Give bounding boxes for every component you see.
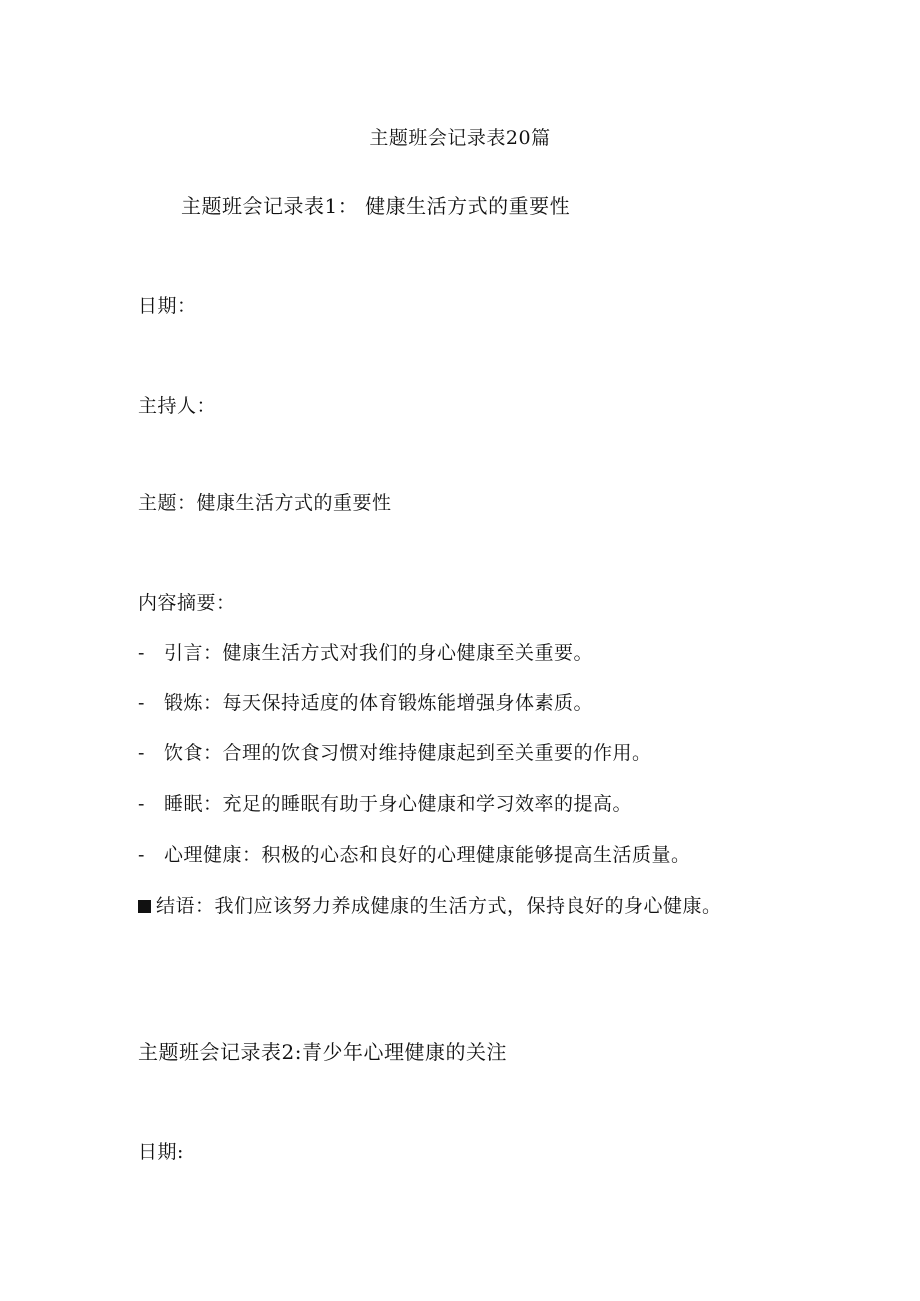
list-item-text: 引言：健康生活方式对我们的身心健康至关重要。: [164, 642, 594, 664]
record-1-summary-label: 内容摘要：: [138, 592, 236, 614]
bullet-dash: -: [138, 844, 145, 866]
record-1-host-label: 主持人：: [138, 395, 217, 417]
conclusion-text: 结语：我们应该努力养成健康的生活方式，保持良好的身心健康。: [156, 895, 722, 917]
list-item-text: 睡眠：充足的睡眠有助于身心健康和学习效率的提高。: [164, 793, 633, 815]
document-title: 主题班会记录表20篇: [369, 127, 551, 149]
record-2-date-label: 日期:: [138, 1141, 184, 1163]
bullet-dash: -: [138, 692, 145, 714]
list-item: [138, 691, 593, 715]
bullet-dash: -: [138, 742, 145, 764]
list-item: [138, 843, 691, 867]
list-item: [138, 741, 652, 765]
square-bullet-icon: [138, 900, 151, 913]
list-item-text: 心理健康：积极的心态和良好的心理健康能够提高生活质量。: [164, 844, 691, 866]
record-1-topic-line: 主题：健康生活方式的重要性: [138, 492, 392, 514]
list-item-text: 饮食：合理的饮食习惯对维持健康起到至关重要的作用。: [164, 742, 652, 764]
record-2-heading: 主题班会记录表2:青少年心理健康的关注: [138, 1040, 507, 1064]
list-item-text: 锻炼：每天保持适度的体育锻炼能增强身体素质。: [164, 692, 594, 714]
bullet-dash: -: [138, 793, 145, 815]
list-item: [138, 792, 632, 816]
record-1-conclusion: [138, 894, 722, 918]
bullet-dash: -: [138, 642, 145, 664]
list-item: [138, 641, 593, 665]
record-1-date-label: 日期：: [138, 295, 197, 317]
record-1-heading: 主题班会记录表1： 健康生活方式的重要性: [181, 194, 571, 218]
